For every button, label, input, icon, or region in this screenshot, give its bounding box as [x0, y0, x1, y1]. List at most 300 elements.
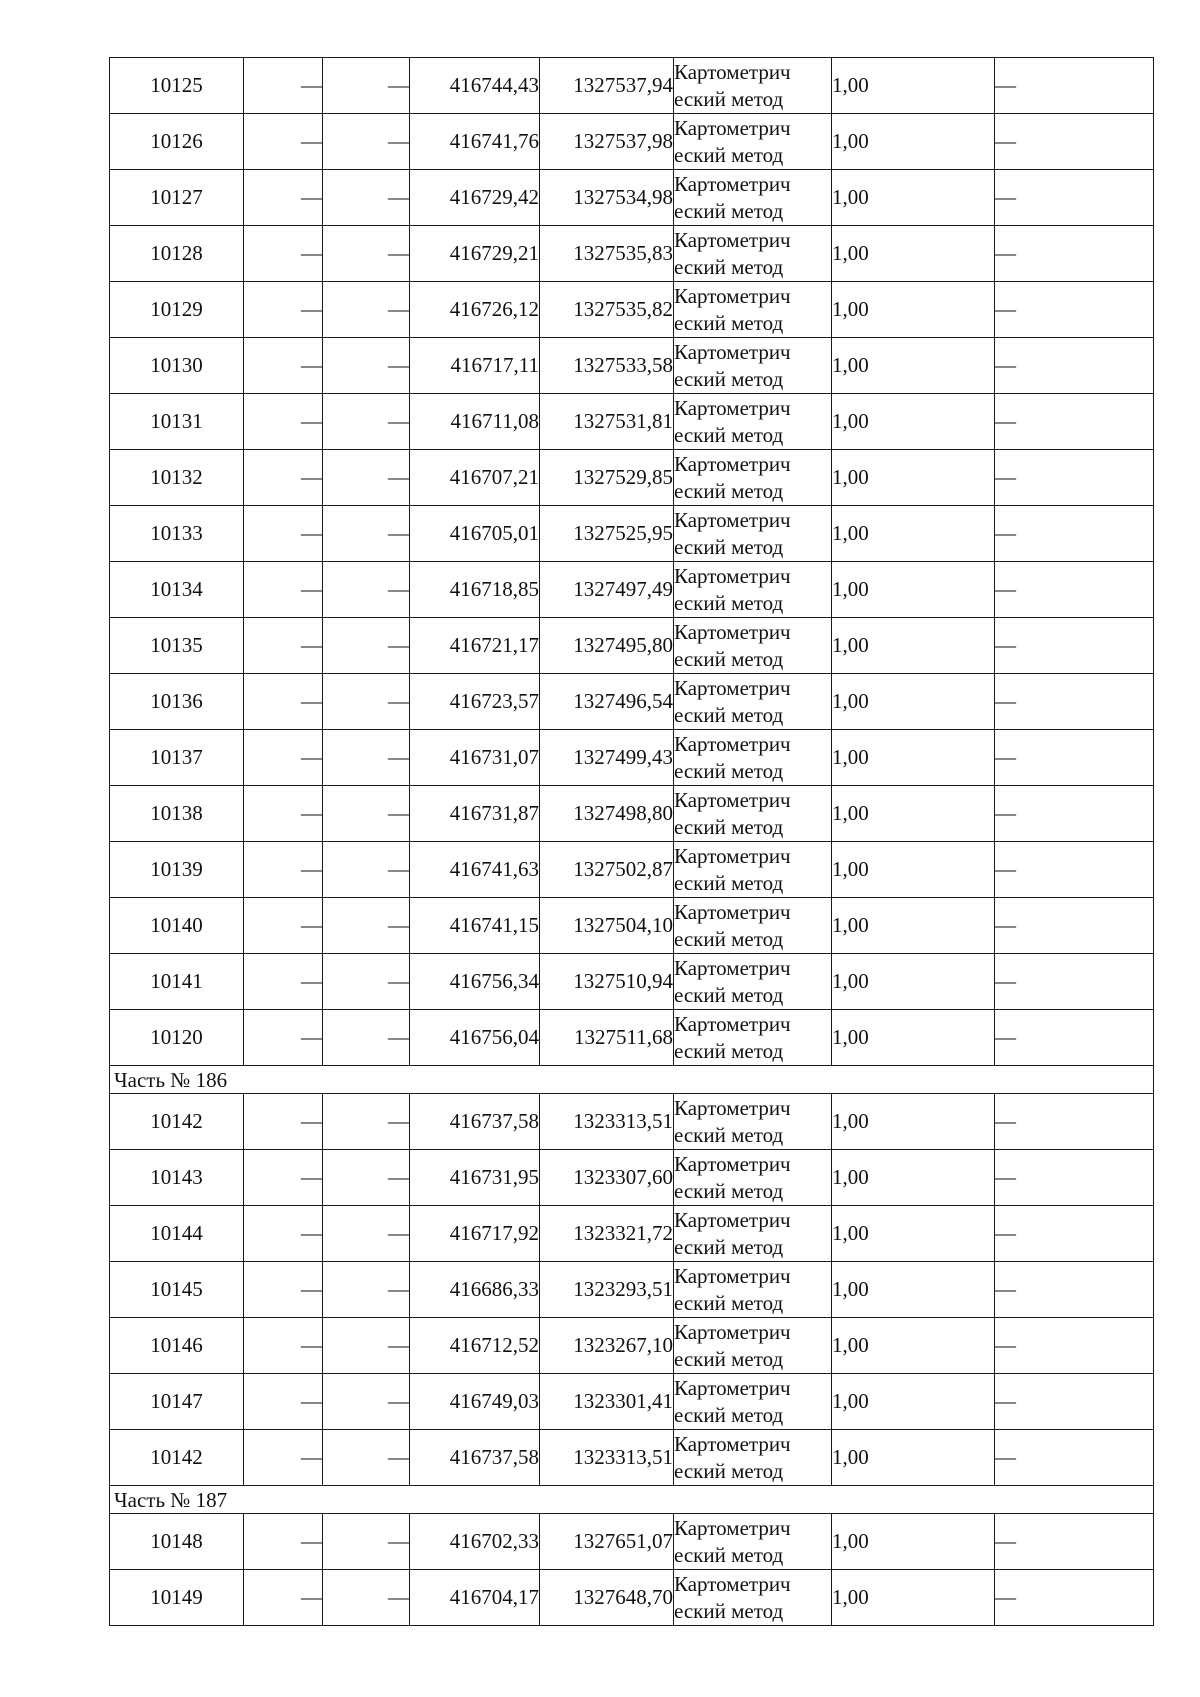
description-cell: —: [995, 114, 1154, 170]
accuracy-cell: 1,00: [832, 898, 995, 954]
method-cell: [674, 1262, 832, 1318]
point-number-cell: 10134: [110, 562, 244, 618]
accuracy-cell: 1,00: [832, 394, 995, 450]
table-row: [110, 842, 1154, 898]
old-x-cell: —: [244, 562, 323, 618]
table-row: [110, 1374, 1154, 1430]
point-number-cell: 10145: [110, 1262, 244, 1318]
old-y-cell: —: [323, 114, 410, 170]
accuracy-cell: 1,00: [832, 1514, 995, 1570]
table-row: [110, 338, 1154, 394]
accuracy-cell: 1,00: [832, 1430, 995, 1486]
old-x-cell: —: [244, 674, 323, 730]
table-row: [110, 1094, 1154, 1150]
accuracy-cell: 1,00: [832, 1262, 995, 1318]
table-row: [110, 730, 1154, 786]
point-number-cell: 10136: [110, 674, 244, 730]
method-text-line-2: еский метод: [674, 1178, 784, 1203]
y-coordinate-cell: 1327537,94: [540, 58, 674, 114]
accuracy-cell: 1,00: [832, 170, 995, 226]
method-text-line-2: еский метод: [674, 310, 784, 335]
accuracy-cell: 1,00: [832, 1094, 995, 1150]
old-y-cell: —: [323, 730, 410, 786]
old-y-cell: —: [323, 1094, 410, 1150]
point-number-cell: 10135: [110, 618, 244, 674]
accuracy-cell: 1,00: [832, 226, 995, 282]
description-cell: —: [995, 394, 1154, 450]
method-text-line-1: Картометрич: [674, 1431, 791, 1456]
old-y-cell: —: [323, 394, 410, 450]
old-x-cell: —: [244, 1514, 323, 1570]
description-cell: —: [995, 506, 1154, 562]
description-cell: —: [995, 1094, 1154, 1150]
description-cell: —: [995, 618, 1154, 674]
method-text-line-1: Картометрич: [674, 563, 791, 588]
y-coordinate-cell: 1327537,98: [540, 114, 674, 170]
description-cell: —: [995, 674, 1154, 730]
method-text-line-1: Картометрич: [674, 1151, 791, 1176]
method-text-line-1: Картометрич: [674, 955, 791, 980]
y-coordinate-cell: 1327495,80: [540, 618, 674, 674]
table-row: [110, 506, 1154, 562]
description-cell: —: [995, 842, 1154, 898]
old-y-cell: —: [323, 1010, 410, 1066]
point-number-cell: 10125: [110, 58, 244, 114]
table-row: [110, 1262, 1154, 1318]
method-cell: [674, 170, 832, 226]
table-row: [110, 562, 1154, 618]
description-cell: —: [995, 562, 1154, 618]
point-number-cell: 10142: [110, 1430, 244, 1486]
old-y-cell: —: [323, 282, 410, 338]
method-cell: [674, 730, 832, 786]
method-cell: [674, 58, 832, 114]
y-coordinate-cell: 1327529,85: [540, 450, 674, 506]
description-cell: —: [995, 1206, 1154, 1262]
method-cell: [674, 1094, 832, 1150]
old-y-cell: —: [323, 506, 410, 562]
method-text-line-2: еский метод: [674, 1458, 784, 1483]
old-y-cell: —: [323, 1206, 410, 1262]
x-coordinate-cell: 416756,34: [410, 954, 540, 1010]
method-text-line-1: Картометрич: [674, 1095, 791, 1120]
y-coordinate-cell: 1323313,51: [540, 1094, 674, 1150]
y-coordinate-cell: 1327535,83: [540, 226, 674, 282]
point-number-cell: 10143: [110, 1150, 244, 1206]
description-cell: —: [995, 338, 1154, 394]
part-header-row: [110, 1486, 1154, 1514]
table-row: [110, 674, 1154, 730]
method-cell: [674, 282, 832, 338]
method-text-line-2: еский метод: [674, 1122, 784, 1147]
part-label: Часть № 186: [110, 1066, 1154, 1094]
method-cell: [674, 226, 832, 282]
accuracy-cell: 1,00: [832, 450, 995, 506]
table-row: [110, 1570, 1154, 1626]
old-y-cell: —: [323, 1570, 410, 1626]
table-row: [110, 58, 1154, 114]
x-coordinate-cell: 416729,21: [410, 226, 540, 282]
x-coordinate-cell: 416731,87: [410, 786, 540, 842]
method-cell: [674, 450, 832, 506]
description-cell: —: [995, 730, 1154, 786]
old-x-cell: —: [244, 450, 323, 506]
accuracy-cell: 1,00: [832, 1206, 995, 1262]
old-y-cell: —: [323, 1150, 410, 1206]
point-number-cell: 10130: [110, 338, 244, 394]
table-row: [110, 1430, 1154, 1486]
old-x-cell: —: [244, 730, 323, 786]
description-cell: —: [995, 450, 1154, 506]
point-number-cell: 10137: [110, 730, 244, 786]
x-coordinate-cell: 416705,01: [410, 506, 540, 562]
method-text-line-1: Картометрич: [674, 227, 791, 252]
method-text-line-2: еский метод: [674, 1290, 784, 1315]
method-text-line-1: Картометрич: [674, 171, 791, 196]
method-cell: [674, 1430, 832, 1486]
y-coordinate-cell: 1327497,49: [540, 562, 674, 618]
old-y-cell: —: [323, 842, 410, 898]
point-number-cell: 10138: [110, 786, 244, 842]
part-header-row: [110, 1066, 1154, 1094]
x-coordinate-cell: 416686,33: [410, 1262, 540, 1318]
y-coordinate-cell: 1327499,43: [540, 730, 674, 786]
description-cell: —: [995, 1570, 1154, 1626]
y-coordinate-cell: 1323301,41: [540, 1374, 674, 1430]
table-row: [110, 450, 1154, 506]
old-y-cell: —: [323, 226, 410, 282]
y-coordinate-cell: 1327531,81: [540, 394, 674, 450]
method-text-line-2: еский метод: [674, 926, 784, 951]
y-coordinate-cell: 1327496,54: [540, 674, 674, 730]
description-cell: —: [995, 282, 1154, 338]
x-coordinate-cell: 416712,52: [410, 1318, 540, 1374]
method-cell: [674, 842, 832, 898]
old-x-cell: —: [244, 1262, 323, 1318]
old-x-cell: —: [244, 842, 323, 898]
y-coordinate-cell: 1327498,80: [540, 786, 674, 842]
method-text-line-2: еский метод: [674, 702, 784, 727]
method-text-line-2: еский метод: [674, 1346, 784, 1371]
old-x-cell: —: [244, 394, 323, 450]
accuracy-cell: 1,00: [832, 618, 995, 674]
y-coordinate-cell: 1327648,70: [540, 1570, 674, 1626]
method-cell: [674, 1010, 832, 1066]
method-text-line-1: Картометрич: [674, 451, 791, 476]
accuracy-cell: 1,00: [832, 1150, 995, 1206]
old-y-cell: —: [323, 450, 410, 506]
accuracy-cell: 1,00: [832, 1318, 995, 1374]
x-coordinate-cell: 416741,15: [410, 898, 540, 954]
y-coordinate-cell: 1327504,10: [540, 898, 674, 954]
old-x-cell: —: [244, 1374, 323, 1430]
x-coordinate-cell: 416756,04: [410, 1010, 540, 1066]
accuracy-cell: 1,00: [832, 1374, 995, 1430]
x-coordinate-cell: 416723,57: [410, 674, 540, 730]
point-number-cell: 10127: [110, 170, 244, 226]
old-y-cell: —: [323, 58, 410, 114]
old-y-cell: —: [323, 674, 410, 730]
method-text-line-2: еский метод: [674, 534, 784, 559]
table-row: [110, 1010, 1154, 1066]
method-cell: [674, 338, 832, 394]
accuracy-cell: 1,00: [832, 58, 995, 114]
method-cell: [674, 394, 832, 450]
x-coordinate-cell: 416717,11: [410, 338, 540, 394]
accuracy-cell: 1,00: [832, 114, 995, 170]
method-cell: [674, 506, 832, 562]
method-text-line-2: еский метод: [674, 814, 784, 839]
accuracy-cell: 1,00: [832, 954, 995, 1010]
method-text-line-2: еский метод: [674, 982, 784, 1007]
method-text-line-2: еский метод: [674, 870, 784, 895]
point-number-cell: 10129: [110, 282, 244, 338]
description-cell: —: [995, 898, 1154, 954]
coordinates-table: [109, 57, 1154, 1626]
point-number-cell: 10148: [110, 1514, 244, 1570]
table-row: [110, 954, 1154, 1010]
method-cell: [674, 786, 832, 842]
method-cell: [674, 618, 832, 674]
x-coordinate-cell: 416729,42: [410, 170, 540, 226]
method-text-line-1: Картометрич: [674, 843, 791, 868]
table-row: [110, 1514, 1154, 1570]
method-cell: [674, 114, 832, 170]
description-cell: —: [995, 1150, 1154, 1206]
y-coordinate-cell: 1327535,82: [540, 282, 674, 338]
description-cell: —: [995, 1010, 1154, 1066]
method-text-line-1: Картометрич: [674, 1011, 791, 1036]
method-text-line-2: еский метод: [674, 478, 784, 503]
old-y-cell: —: [323, 170, 410, 226]
x-coordinate-cell: 416741,63: [410, 842, 540, 898]
coordinates-table-body: [110, 58, 1154, 1626]
description-cell: —: [995, 1430, 1154, 1486]
method-text-line-1: Картометрич: [674, 1207, 791, 1232]
old-y-cell: —: [323, 1514, 410, 1570]
accuracy-cell: 1,00: [832, 1570, 995, 1626]
y-coordinate-cell: 1323293,51: [540, 1262, 674, 1318]
y-coordinate-cell: 1327510,94: [540, 954, 674, 1010]
x-coordinate-cell: 416749,03: [410, 1374, 540, 1430]
old-y-cell: —: [323, 786, 410, 842]
method-cell: [674, 954, 832, 1010]
method-text-line-1: Картометрич: [674, 1319, 791, 1344]
method-text-line-2: еский метод: [674, 198, 784, 223]
table-row: [110, 618, 1154, 674]
old-x-cell: —: [244, 226, 323, 282]
point-number-cell: 10128: [110, 226, 244, 282]
table-row: [110, 282, 1154, 338]
method-text-line-1: Картометрич: [674, 507, 791, 532]
x-coordinate-cell: 416717,92: [410, 1206, 540, 1262]
old-x-cell: —: [244, 1318, 323, 1374]
x-coordinate-cell: 416741,76: [410, 114, 540, 170]
point-number-cell: 10139: [110, 842, 244, 898]
accuracy-cell: 1,00: [832, 562, 995, 618]
table-row: [110, 114, 1154, 170]
method-text-line-2: еский метод: [674, 254, 784, 279]
description-cell: —: [995, 1262, 1154, 1318]
method-text-line-1: Картометрич: [674, 675, 791, 700]
accuracy-cell: 1,00: [832, 1010, 995, 1066]
method-cell: [674, 1206, 832, 1262]
point-number-cell: 10132: [110, 450, 244, 506]
point-number-cell: 10126: [110, 114, 244, 170]
x-coordinate-cell: 416704,17: [410, 1570, 540, 1626]
old-y-cell: —: [323, 898, 410, 954]
description-cell: —: [995, 58, 1154, 114]
method-text-line-2: еский метод: [674, 646, 784, 671]
x-coordinate-cell: 416702,33: [410, 1514, 540, 1570]
document-page: [109, 57, 1153, 1626]
table-row: [110, 898, 1154, 954]
y-coordinate-cell: 1327533,58: [540, 338, 674, 394]
method-text-line-2: еский метод: [674, 1234, 784, 1259]
description-cell: —: [995, 170, 1154, 226]
x-coordinate-cell: 416726,12: [410, 282, 540, 338]
old-y-cell: —: [323, 338, 410, 394]
y-coordinate-cell: 1327502,87: [540, 842, 674, 898]
old-x-cell: —: [244, 58, 323, 114]
old-y-cell: —: [323, 1374, 410, 1430]
old-x-cell: —: [244, 786, 323, 842]
old-y-cell: —: [323, 562, 410, 618]
method-text-line-2: еский метод: [674, 1542, 784, 1567]
x-coordinate-cell: 416718,85: [410, 562, 540, 618]
x-coordinate-cell: 416737,58: [410, 1094, 540, 1150]
accuracy-cell: 1,00: [832, 730, 995, 786]
y-coordinate-cell: 1327534,98: [540, 170, 674, 226]
method-text-line-2: еский метод: [674, 590, 784, 615]
method-text-line-2: еский метод: [674, 86, 784, 111]
method-cell: [674, 1150, 832, 1206]
method-cell: [674, 1514, 832, 1570]
old-x-cell: —: [244, 954, 323, 1010]
method-text-line-1: Картометрич: [674, 283, 791, 308]
point-number-cell: 10147: [110, 1374, 244, 1430]
method-text-line-2: еский метод: [674, 1038, 784, 1063]
point-number-cell: 10140: [110, 898, 244, 954]
old-x-cell: —: [244, 618, 323, 674]
old-x-cell: —: [244, 1010, 323, 1066]
method-text-line-2: еский метод: [674, 142, 784, 167]
method-cell: [674, 562, 832, 618]
point-number-cell: 10144: [110, 1206, 244, 1262]
method-text-line-1: Картометрич: [674, 619, 791, 644]
method-cell: [674, 674, 832, 730]
old-x-cell: —: [244, 114, 323, 170]
method-text-line-2: еский метод: [674, 1402, 784, 1427]
point-number-cell: 10146: [110, 1318, 244, 1374]
point-number-cell: 10141: [110, 954, 244, 1010]
method-text-line-2: еский метод: [674, 758, 784, 783]
method-text-line-2: еский метод: [674, 366, 784, 391]
y-coordinate-cell: 1327651,07: [540, 1514, 674, 1570]
old-y-cell: —: [323, 618, 410, 674]
x-coordinate-cell: 416721,17: [410, 618, 540, 674]
point-number-cell: 10131: [110, 394, 244, 450]
x-coordinate-cell: 416707,21: [410, 450, 540, 506]
method-cell: [674, 1318, 832, 1374]
accuracy-cell: 1,00: [832, 282, 995, 338]
part-label: Часть № 187: [110, 1486, 1154, 1514]
method-text-line-2: еский метод: [674, 422, 784, 447]
table-row: [110, 1206, 1154, 1262]
old-x-cell: —: [244, 898, 323, 954]
y-coordinate-cell: 1323313,51: [540, 1430, 674, 1486]
x-coordinate-cell: 416711,08: [410, 394, 540, 450]
method-text-line-1: Картометрич: [674, 787, 791, 812]
description-cell: —: [995, 954, 1154, 1010]
method-text-line-1: Картометрич: [674, 115, 791, 140]
description-cell: —: [995, 1318, 1154, 1374]
description-cell: —: [995, 786, 1154, 842]
point-number-cell: 10120: [110, 1010, 244, 1066]
accuracy-cell: 1,00: [832, 842, 995, 898]
method-text-line-1: Картометрич: [674, 731, 791, 756]
y-coordinate-cell: 1323307,60: [540, 1150, 674, 1206]
y-coordinate-cell: 1327525,95: [540, 506, 674, 562]
x-coordinate-cell: 416744,43: [410, 58, 540, 114]
description-cell: —: [995, 1374, 1154, 1430]
old-x-cell: —: [244, 170, 323, 226]
old-x-cell: —: [244, 1150, 323, 1206]
accuracy-cell: 1,00: [832, 506, 995, 562]
method-text-line-1: Картометрич: [674, 1515, 791, 1540]
method-cell: [674, 898, 832, 954]
method-text-line-1: Картометрич: [674, 1263, 791, 1288]
point-number-cell: 10133: [110, 506, 244, 562]
old-x-cell: —: [244, 1206, 323, 1262]
old-x-cell: —: [244, 1570, 323, 1626]
old-x-cell: —: [244, 1430, 323, 1486]
description-cell: —: [995, 1514, 1154, 1570]
table-row: [110, 786, 1154, 842]
method-text-line-2: еский метод: [674, 1598, 784, 1623]
method-text-line-1: Картометрич: [674, 59, 791, 84]
table-row: [110, 394, 1154, 450]
old-x-cell: —: [244, 282, 323, 338]
old-x-cell: —: [244, 1094, 323, 1150]
table-row: [110, 1318, 1154, 1374]
old-x-cell: —: [244, 506, 323, 562]
point-number-cell: 10142: [110, 1094, 244, 1150]
table-row: [110, 226, 1154, 282]
method-cell: [674, 1374, 832, 1430]
table-row: [110, 170, 1154, 226]
x-coordinate-cell: 416731,95: [410, 1150, 540, 1206]
point-number-cell: 10149: [110, 1570, 244, 1626]
x-coordinate-cell: 416731,07: [410, 730, 540, 786]
old-y-cell: —: [323, 1262, 410, 1318]
accuracy-cell: 1,00: [832, 674, 995, 730]
accuracy-cell: 1,00: [832, 338, 995, 394]
old-y-cell: —: [323, 954, 410, 1010]
method-text-line-1: Картометрич: [674, 899, 791, 924]
method-text-line-1: Картометрич: [674, 1375, 791, 1400]
table-row: [110, 1150, 1154, 1206]
method-cell: [674, 1570, 832, 1626]
y-coordinate-cell: 1323321,72: [540, 1206, 674, 1262]
method-text-line-1: Картометрич: [674, 395, 791, 420]
old-x-cell: —: [244, 338, 323, 394]
x-coordinate-cell: 416737,58: [410, 1430, 540, 1486]
old-y-cell: —: [323, 1430, 410, 1486]
old-y-cell: —: [323, 1318, 410, 1374]
method-text-line-1: Картометрич: [674, 1571, 791, 1596]
y-coordinate-cell: 1323267,10: [540, 1318, 674, 1374]
